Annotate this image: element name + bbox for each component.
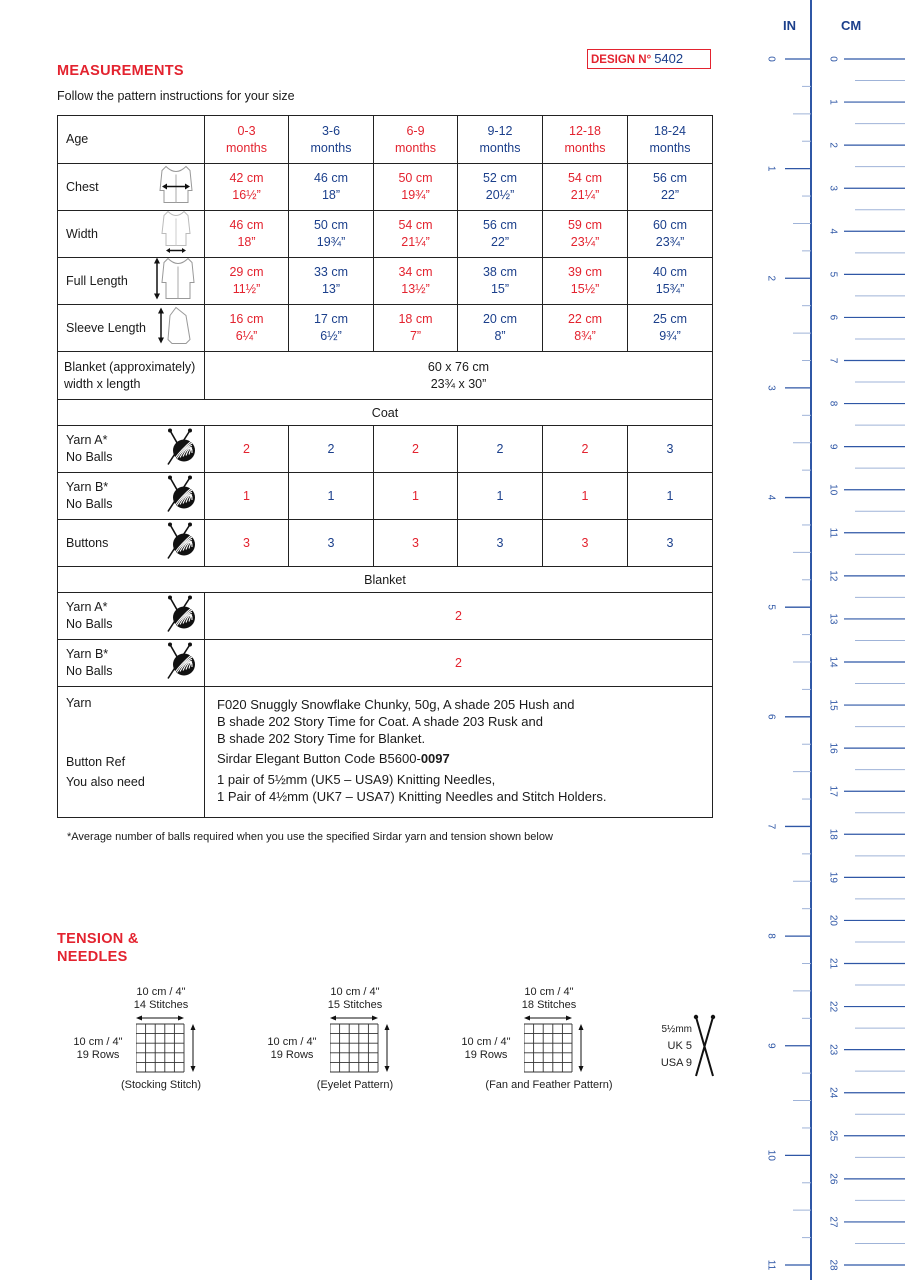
svg-text:0: 0 [827, 56, 839, 62]
value-cm: 46 cm [313, 171, 349, 185]
size-range: 12-18 [569, 123, 601, 138]
value-inches: 18” [237, 235, 256, 249]
measurement-row [58, 305, 713, 352]
value-cm: 50 cm [398, 171, 433, 185]
size-unit: months [226, 140, 267, 155]
blanket-yarn-row [58, 640, 713, 687]
measurements-table [57, 115, 713, 818]
garment-chest-icon [154, 163, 198, 212]
value-inches: 21¼” [401, 235, 430, 249]
blanket-row-label-line2: No Balls [66, 617, 113, 631]
size-header [628, 116, 713, 164]
measurement-value [543, 211, 628, 258]
size-unit: months [649, 140, 691, 155]
ball-count: 2 [205, 426, 289, 473]
value-inches: 7” [409, 329, 422, 343]
blanket-size-label [58, 352, 205, 400]
measurement-label: Chest [66, 179, 99, 194]
garment-width-icon [154, 210, 198, 259]
yarn-label: Yarn [66, 696, 92, 710]
sleeve-length-icon [154, 304, 198, 353]
tension-grid-icon [524, 1013, 590, 1075]
swatch-stitch-name: (Stocking Stitch) [120, 1079, 202, 1091]
svg-text:24: 24 [827, 1087, 839, 1099]
swatch-stitch-name: (Fan and Feather Pattern) [485, 1079, 613, 1091]
ball-count: 1 [543, 473, 628, 520]
coat-row-label-line1: Yarn B* [66, 480, 109, 494]
svg-text:4: 4 [765, 494, 777, 501]
coat-row-label [58, 473, 205, 520]
coat-heading: Coat [58, 400, 713, 426]
svg-text:1: 1 [827, 99, 839, 105]
value-cm: 25 cm [652, 312, 688, 326]
value-cm: 54 cm [398, 218, 433, 232]
ball-count: 1 [289, 473, 374, 520]
value-cm: 60 cm [652, 218, 688, 232]
svg-text:27: 27 [827, 1216, 839, 1228]
size-header [205, 116, 289, 164]
swatch-stitches: 14 Stitches [133, 999, 189, 1011]
size-range: 3-6 [321, 123, 341, 138]
size-unit: months [395, 140, 436, 155]
ball-count: 1 [205, 473, 289, 520]
blanket-row-label-line1: Yarn B* [66, 647, 109, 661]
coat-row-label [58, 520, 205, 567]
measurements-heading: MEASUREMENTS [57, 63, 184, 79]
measurement-value [205, 258, 289, 305]
value-cm: 17 cm [313, 312, 349, 326]
blanket-ball-count: 2 [205, 593, 713, 640]
coat-row-label-line2: No Balls [66, 450, 113, 464]
value-cm: 22 cm [567, 312, 603, 326]
size-header [289, 116, 374, 164]
value-inches: 23¾” [655, 235, 685, 249]
value-cm: 52 cm [482, 171, 518, 185]
value-inches: 15½” [570, 282, 600, 296]
coat-row-label [58, 426, 205, 473]
value-cm: 16 cm [229, 312, 264, 326]
size-header [374, 116, 458, 164]
ball-count: 3 [374, 520, 458, 567]
value-inches: 21¼” [570, 188, 600, 202]
swatch-rows: 19 Rows [464, 1049, 508, 1061]
also-need-line: 1 pair of 5½mm (UK5 – USA9) Knitting Needles, [217, 772, 496, 787]
coat-row-label-line1: Yarn A* [66, 433, 108, 447]
measurement-value [543, 164, 628, 211]
blanket-row-label-line1: Yarn A* [66, 600, 108, 614]
svg-text:12: 12 [827, 570, 839, 582]
svg-text:26: 26 [827, 1173, 839, 1185]
measurement-row [58, 211, 713, 258]
blanket-row-label [58, 640, 205, 687]
value-cm: 46 cm [229, 218, 264, 232]
blanket-size-label-line1: Blanket (approximately) [64, 359, 196, 374]
svg-text:11: 11 [827, 527, 839, 538]
size-range: 9-12 [487, 123, 513, 138]
measurement-value [628, 305, 713, 352]
value-cm: 38 cm [482, 265, 518, 279]
svg-text:1: 1 [765, 165, 777, 172]
yarn-ball-icon [164, 474, 198, 519]
swatch-stitches: 15 Stitches [327, 999, 383, 1011]
ball-count: 2 [458, 426, 543, 473]
measurement-label-cell [58, 258, 205, 305]
blanket-size-cm: 60 x 76 cm [427, 359, 490, 374]
blanket-size-row [58, 352, 713, 400]
yarn-description-line: B shade 202 Story Time for Blanket. [217, 731, 426, 746]
size-range: 18-24 [654, 123, 686, 138]
yarn-description-line: B shade 202 Story Time for Coat. A shade 203 Rusk and [217, 714, 543, 729]
measurement-label-cell [58, 164, 205, 211]
value-inches: 11½” [232, 282, 261, 296]
blanket-row-label [58, 593, 205, 640]
value-cm: 39 cm [567, 265, 603, 279]
details-row [58, 687, 713, 818]
swatch-rows: 19 Rows [76, 1049, 120, 1061]
measurement-value [289, 211, 374, 258]
measurement-value [374, 211, 458, 258]
svg-text:19: 19 [827, 871, 839, 883]
blanket-size-value [205, 352, 713, 400]
tension-heading [57, 930, 139, 966]
svg-text:7: 7 [827, 357, 839, 364]
tension-grid-icon [136, 1013, 202, 1075]
value-inches: 15¾” [655, 282, 685, 296]
measurement-label-cell [58, 305, 205, 352]
measurement-value [543, 305, 628, 352]
measurement-value [374, 164, 458, 211]
swatch-height-label: 10 cm / 4" [461, 1036, 511, 1048]
measurement-value [628, 164, 713, 211]
measurement-label: Width [66, 226, 98, 241]
svg-text:9: 9 [827, 443, 839, 450]
blanket-heading-row [58, 567, 713, 593]
ruler-scale [750, 0, 905, 1280]
measurement-value [289, 305, 374, 352]
also-need-line: 1 Pair of 4½mm (UK7 – USA7) Knitting Needles and Stitch Holders. [217, 789, 607, 804]
ball-count: 3 [289, 520, 374, 567]
measurement-value [458, 258, 543, 305]
value-inches: 8¾” [574, 329, 596, 343]
measurement-row [58, 258, 713, 305]
value-cm: 54 cm [567, 171, 603, 185]
svg-text:5: 5 [765, 604, 777, 610]
svg-text:15: 15 [827, 699, 839, 711]
swatch-rows: 19 Rows [270, 1049, 314, 1061]
value-cm: 59 cm [567, 218, 603, 232]
svg-text:9: 9 [765, 1042, 777, 1049]
coat-yarn-row [58, 520, 713, 567]
also-need-label: You also need [66, 775, 145, 789]
blanket-yarn-row [58, 593, 713, 640]
needle-size: 5½mm [661, 1024, 692, 1035]
ball-count: 1 [458, 473, 543, 520]
svg-text:7: 7 [765, 823, 777, 830]
svg-text:5: 5 [827, 271, 839, 278]
ball-count: 2 [289, 426, 374, 473]
ball-count: 3 [628, 520, 713, 567]
measurement-row [58, 164, 713, 211]
blanket-size-inches: 23¾ x 30” [430, 376, 487, 391]
button-ref-text: Sirdar Elegant Button Code B5600- [217, 751, 421, 766]
age-row [58, 116, 713, 164]
svg-text:13: 13 [827, 613, 839, 625]
ruler-inch-label: IN [783, 18, 796, 33]
value-inches: 16½” [232, 188, 261, 202]
svg-text:16: 16 [827, 742, 839, 754]
size-header [543, 116, 628, 164]
measurement-label: Sleeve Length [66, 320, 146, 335]
coat-row-label-line2: No Balls [66, 497, 113, 511]
measurement-value [205, 164, 289, 211]
coat-heading-row [58, 400, 713, 426]
value-inches: 22” [660, 188, 680, 202]
swatch-height-label: 10 cm / 4" [267, 1036, 317, 1048]
svg-text:4: 4 [827, 228, 839, 235]
value-cm: 40 cm [652, 265, 688, 279]
svg-text:28: 28 [827, 1259, 839, 1271]
details-values [205, 687, 713, 818]
needle-uk: UK 5 [667, 1040, 692, 1052]
svg-text:0: 0 [765, 56, 777, 62]
value-inches: 6¼” [235, 329, 258, 343]
blanket-ball-count: 2 [205, 640, 713, 687]
measurement-value [543, 258, 628, 305]
swatch-stitches: 18 Stitches [521, 999, 577, 1011]
value-inches: 19¾” [401, 188, 430, 202]
svg-text:2: 2 [765, 275, 777, 282]
intro-text: Follow the pattern instructions for your size [57, 89, 295, 103]
tension-heading-line1: TENSION & [57, 931, 139, 947]
svg-text:23: 23 [827, 1044, 839, 1056]
svg-text:17: 17 [827, 785, 839, 797]
value-inches: 8” [494, 329, 506, 343]
size-unit: months [310, 140, 352, 155]
blanket-row-label-line2: No Balls [66, 664, 113, 678]
swatch-width-label: 10 cm / 4" [330, 986, 380, 998]
value-inches: 19¾” [316, 235, 346, 249]
value-cm: 56 cm [482, 218, 518, 232]
svg-text:10: 10 [827, 484, 839, 496]
swatch-width-label: 10 cm / 4" [524, 986, 574, 998]
yarn-ball-icon [164, 594, 198, 639]
garment-length-icon [150, 255, 198, 308]
design-number: 5402 [654, 51, 684, 66]
value-cm: 34 cm [398, 265, 433, 279]
svg-text:22: 22 [827, 1001, 839, 1013]
value-cm: 42 cm [229, 171, 264, 185]
value-inches: 20½” [485, 188, 515, 202]
value-cm: 50 cm [313, 218, 349, 232]
svg-text:3: 3 [827, 185, 839, 191]
svg-text:18: 18 [827, 828, 839, 840]
footnote: *Average number of balls required when you use the specified Sirdar yarn and tension shown below [67, 831, 553, 843]
size-unit: months [479, 140, 521, 155]
value-cm: 20 cm [482, 312, 518, 326]
ball-count: 2 [374, 426, 458, 473]
ball-count: 1 [628, 473, 713, 520]
size-range: 6-9 [406, 123, 425, 138]
measurement-value [289, 258, 374, 305]
design-number-badge [587, 49, 711, 69]
svg-text:6: 6 [765, 714, 777, 720]
measuring-ruler [750, 0, 905, 1280]
yarn-ball-icon [164, 641, 198, 686]
yarn-ball-icon [164, 427, 198, 472]
size-unit: months [564, 140, 606, 155]
button-ref-label: Button Ref [66, 755, 126, 769]
svg-text:21: 21 [827, 957, 839, 970]
ball-count: 1 [374, 473, 458, 520]
size-range: 0-3 [237, 123, 256, 138]
ball-count: 3 [205, 520, 289, 567]
svg-text:3: 3 [765, 385, 777, 391]
measurement-label-cell [58, 211, 205, 258]
button-ref-value [217, 750, 712, 767]
swatch-height-label: 10 cm / 4" [73, 1036, 123, 1048]
ruler-cm-label: CM [841, 18, 862, 33]
yarn-description-line: F020 Snuggly Snowflake Chunky, 50g, A shade 205 Hush and [217, 697, 575, 712]
measurement-value [205, 211, 289, 258]
value-inches: 15” [490, 282, 510, 296]
value-cm: 56 cm [652, 171, 688, 185]
ball-count: 3 [543, 520, 628, 567]
measurement-value [458, 164, 543, 211]
ball-count: 2 [543, 426, 628, 473]
coat-yarn-row [58, 426, 713, 473]
svg-text:11: 11 [765, 1259, 777, 1271]
measurement-value [374, 305, 458, 352]
tension-grid-icon [330, 1013, 396, 1075]
knitting-needles-icon [693, 1014, 717, 1078]
measurement-value [374, 258, 458, 305]
measurement-value [289, 164, 374, 211]
svg-text:8: 8 [827, 400, 839, 407]
svg-text:2: 2 [827, 142, 839, 148]
button-ref-code: 0097 [420, 751, 450, 766]
value-inches: 9¾” [659, 329, 681, 343]
needle-usa: USA 9 [660, 1057, 692, 1069]
value-inches: 22” [490, 235, 510, 249]
design-label: DESIGN N° [591, 54, 652, 66]
age-label: Age [58, 116, 205, 164]
measurement-value [458, 305, 543, 352]
size-header [458, 116, 543, 164]
value-inches: 13½” [401, 282, 430, 296]
value-inches: 23¼” [570, 235, 600, 249]
svg-text:8: 8 [765, 933, 777, 939]
blanket-size-label-line2: width x length [64, 376, 141, 391]
value-cm: 29 cm [229, 265, 264, 279]
tension-heading-line2: NEEDLES [57, 949, 128, 965]
details-labels [58, 687, 205, 818]
svg-text:10: 10 [765, 1149, 777, 1161]
swatch-stitch-name: (Eyelet Pattern) [316, 1079, 394, 1091]
blanket-heading: Blanket [58, 567, 713, 593]
swatch-width-label: 10 cm / 4" [136, 986, 186, 998]
ball-count: 3 [628, 426, 713, 473]
measurement-value [628, 258, 713, 305]
value-cm: 18 cm [398, 312, 433, 326]
svg-text:20: 20 [827, 914, 839, 926]
coat-row-label-line1: Buttons [66, 535, 109, 550]
measurement-value [458, 211, 543, 258]
value-inches: 6½” [320, 329, 342, 343]
svg-text:25: 25 [827, 1130, 839, 1142]
measurement-value [205, 305, 289, 352]
svg-text:14: 14 [827, 656, 839, 668]
value-inches: 13” [321, 282, 341, 296]
value-cm: 33 cm [313, 265, 349, 279]
measurement-value [628, 211, 713, 258]
value-inches: 18” [321, 188, 341, 202]
measurement-label: Full Length [66, 273, 128, 288]
yarn-ball-icon [164, 521, 198, 566]
svg-text:6: 6 [827, 314, 839, 321]
coat-yarn-row [58, 473, 713, 520]
ball-count: 3 [458, 520, 543, 567]
